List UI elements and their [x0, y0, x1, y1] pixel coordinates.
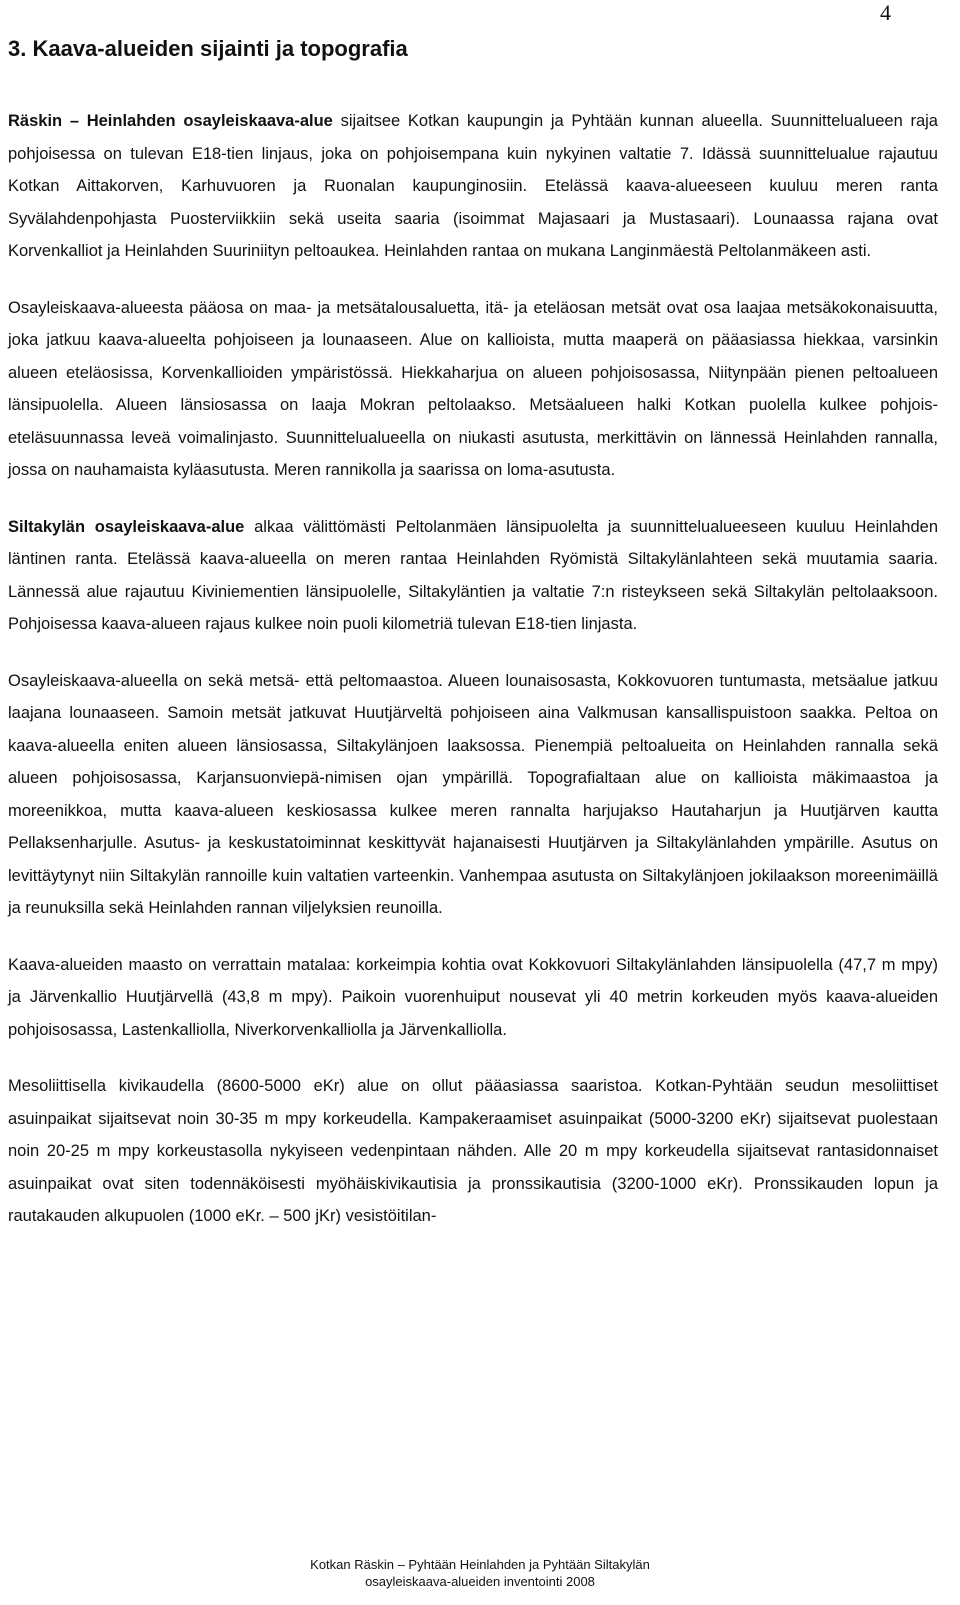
- paragraph-4: [8, 665, 938, 925]
- page-number: 4: [880, 0, 891, 25]
- paragraph-3-text: alkaa välittömästi Peltolanmäen länsipuolelta ja suunnittelualueeseen kuuluu Heinlahden läntinen ranta. Etelässä kaava-alueella on meren rantaa Heinlahden Ryömistä Siltakylänlahteen sekä muutamia saaria. Lännessä alue rajautuu Kiviniementien länsipuolelle, Siltakyläntien ja valtatie 7:n risteykseen sekä Siltakylän peltolaaksoon. Pohjoisessa kaava-alueen rajaus kulkee noin puoli kilometriä tulevan E18-tien linjasta.: [8, 517, 939, 633]
- footer-line-1: Kotkan Räskin – Pyhtään Heinlahden ja Pyhtään Siltakylän: [310, 1557, 650, 1572]
- page-footer: [0, 1556, 960, 1590]
- footer-line-2: osayleiskaava-alueiden inventointi 2008: [365, 1574, 595, 1589]
- paragraph-3: [8, 511, 938, 641]
- paragraph-4-text: Osayleiskaava-alueella on sekä metsä- että peltomaastoa. Alueen lounaisosasta, Kokkovuoren tuntumasta, metsäalue jatkuu laajana lounaaseen. Samoin metsät jatkuvat Huutjärveltä pohjoiseen aina Valkmusan kansallispuistoon saakka. Peltoa on kaava-alueella eniten alueen länsiosassa, Siltakylänjoen laaksossa. Pienempiä peltoalueita on Heinlahden rannalla sekä alueen pohjoisosassa, Karjansuonviepä-nimisen ojan ympärillä. Topografialtaan alue on kallioista mäkimaastoa ja moreenikkoa, mutta kaava-alueen keskiosassa kulkee meren rannalta harjujakso Hautaharjun ja Huutjärven kautta Pellaksenharjulle. Asutus- ja keskustatoiminnat keskittyvät hajanaisesti Huutjärven ja Siltakylänlahden ympärille. Asutus on levittäytynyt niin Siltakylän rannoille kuin valtatien varteenkin. Vanhempaa asutusta on Siltakylänjoen jokilaakson moreenimäillä ja reunuksilla sekä Heinlahden rannan viljelyksien reunoilla.: [8, 671, 938, 917]
- document-body: [8, 105, 938, 1257]
- paragraph-5-text: Kaava-alueiden maasto on verrattain matalaa: korkeimpia kohtia ovat Kokkovuori Siltakylänlahden länsipuolella (47,7 m mpy) ja Järvenkallio Huutjärvellä (43,8 m mpy). Paikoin vuorenhuiput nousevat yli 40 metrin korkeuden myös kaava-alueiden pohjoisosassa, Lastenkalliolla, Niverkorvenkalliolla ja Järvenkalliolla.: [8, 955, 938, 1039]
- paragraph-1: [8, 105, 938, 268]
- paragraph-1-lead: Räskin – Heinlahden osayleiskaava-alue: [8, 112, 333, 130]
- section-heading: 3. Kaava-alueiden sijainti ja topografia: [8, 36, 408, 61]
- paragraph-6: [8, 1070, 938, 1233]
- paragraph-2: [8, 292, 938, 487]
- paragraph-6-text: Mesoliittisella kivikaudella (8600-5000 eKr) alue on ollut pääasiassa saaristoa. Kotkan-Pyhtään seudun mesoliittiset asuinpaikat sijaitsevat noin 30-35 m mpy korkeudella. Kampakeraamiset asuinpaikat (5000-3200 eKr) sijaitsevat puolestaan noin 20-25 m mpy korkeustasolla nykyiseen vedenpintaan nähden. Alle 20 m mpy korkeudella sijaitsevat rantasidonnaiset asuinpaikat ovat siten todennäköisesti myöhäiskivikautisia ja pronssikautisia (3200-1000 eKr). Pronssikauden lopun ja rautakauden alkupuolen (1000 eKr. – 500 jKr) vesistöitilan-: [8, 1077, 938, 1225]
- paragraph-1-text: sijaitsee Kotkan kaupungin ja Pyhtään kunnan alueella. Suunnittelualueen raja pohjoisessa on tulevan E18-tien linjaus, joka on pohjoisempana kuin nykyinen valtatie 7. Idässä suunnittelualue rajautuu Kotkan Aittakorven, Karhuvuoren ja Ruonalan kaupunginosiin. Etelässä kaava-alueeseen kuuluu meren ranta Syvälahdenpohjasta Puosterviikkiin sekä useita saaria (isoimmat Majasaari ja Mustasaari). Lounaassa rajana ovat Korvenkalliot ja Heinlahden Suuriniityn peltoaukea. Heinlahden rantaa on mukana Langinmäestä Peltolanmäkeen asti.: [8, 112, 938, 260]
- paragraph-2-text: Osayleiskaava-alueesta pääosa on maa- ja metsätalousaluetta, itä- ja eteläosan metsät ovat osa laajaa metsäkokonaisuutta, joka jatkuu kaava-alueelta pohjoiseen ja lounaaseen. Alue on kallioista, mutta maaperä on pääasiassa hiekkaa, varsinkin alueen eteläosissa, Korvenkallioiden ympäristössä. Hiekkaharjua on alueen pohjoisosassa, Niitynpään pienen peltoalueen länsipuolella. Alueen länsiosassa on laaja Mokran peltolaakso. Metsäalueen halki Kotkan puolella kulkee pohjois-eteläsuunnassa leveä voimalinjasto. Suunnittelualueella on niukasti asutusta, merkittävin on lännessä Heinlahden rannalla, jossa on nauhamaista kyläasutusta. Meren rannikolla ja saarissa on loma-asutusta.: [8, 298, 938, 479]
- paragraph-5: [8, 949, 938, 1047]
- paragraph-3-lead: Siltakylän osayleiskaava-alue: [8, 517, 245, 536]
